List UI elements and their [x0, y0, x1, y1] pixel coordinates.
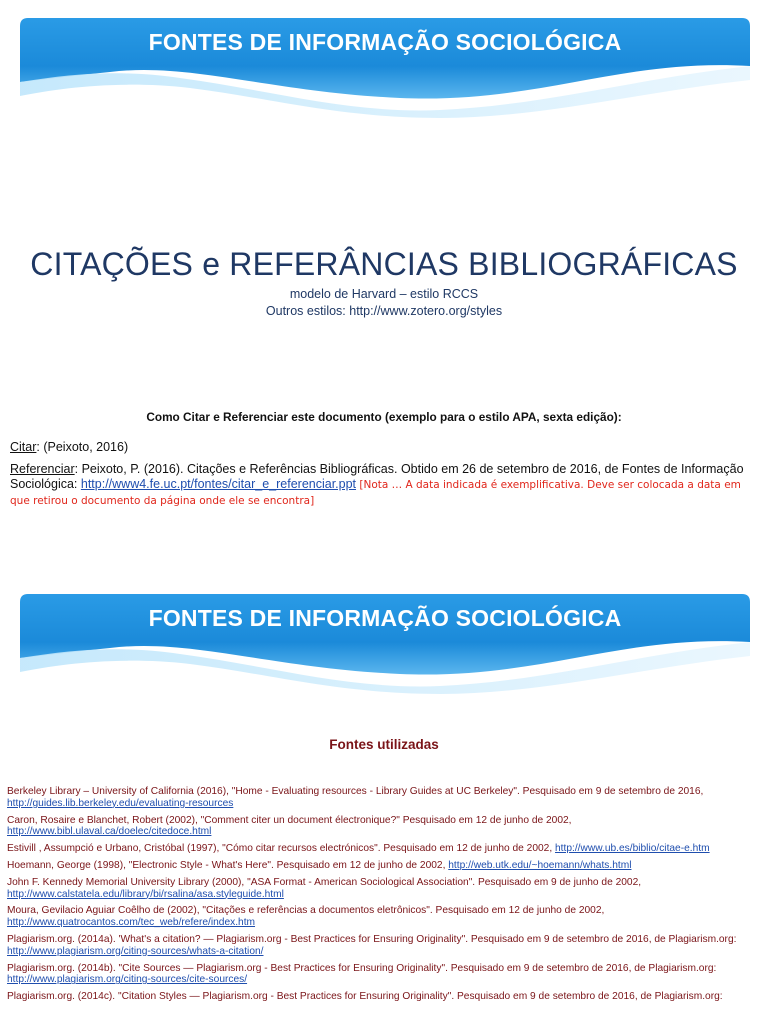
- reference-text: Plagiarism.org. (2014c). "Citation Styles — Plagiarism.org - Best Practices for Ensuring Originality". Pesquisado em 9 de setembro de 2016, de Plagiarism.org:: [7, 991, 723, 1003]
- reference-item: [7, 843, 761, 855]
- reference-link[interactable]: http://www.plagiarism.org/citing-sources/cite-sources/: [7, 974, 248, 986]
- reference-link[interactable]: http://www.quatrocantos.com/tec_web/refere/index.htm: [7, 917, 256, 929]
- date-note: [Nota … A data indicada é exemplificativa. Deve ser colocada a data em que retirou o documento da página onde ele se encontra]: [10, 479, 741, 507]
- reference-item: [7, 991, 761, 1003]
- referenciar-text: : Peixoto, P. (2016). Citações e Referências Bibliográficas. Obtido em 26 de setembro de 2016, de Fontes de Informação Sociológica:: [10, 462, 744, 491]
- reference-list: [7, 786, 761, 1008]
- reference-item: [7, 877, 761, 901]
- header-banner-2: [20, 594, 750, 694]
- reference-text: Plagiarism.org. (2014a). 'What's a citation? — Plagiarism.org - Best Practices for Ensuring Originality". Pesquisado em 9 de setembro de 2016, de Plagiarism.org:: [7, 933, 737, 945]
- reference-text: Moura, Gevilacio Aguiar Coêlho de (2002), "Citações e referências a documentos eletrônicos". Pesquisado em 12 de junho de 2002,: [7, 905, 605, 917]
- reference-item: [7, 905, 761, 929]
- banner-title: FONTES DE INFORMAÇÃO SOCIOLÓGICA: [148, 29, 622, 55]
- reference-item: [7, 815, 761, 839]
- how-to-cite-heading: Como Citar e Referenciar este documento (exemplo para o estilo APA, sexta edição):: [146, 410, 622, 424]
- reference-link[interactable]: http://guides.lib.berkeley.edu/evaluating-resources: [7, 797, 234, 809]
- page-title: CITAÇÕES e REFERÂNCIAS BIBLIOGRÁFICAS: [30, 246, 738, 282]
- reference-text: Berkeley Library – University of California (2016), "Home - Evaluating resources - Library Guides at UC Berkeley". Pesquisado em 9 de setembro de 2016,: [7, 786, 704, 797]
- reference-item: [7, 934, 761, 958]
- reference-link[interactable]: http://www.ub.es/biblio/citae-e.htm: [555, 843, 710, 855]
- citar-text: : (Peixoto, 2016): [36, 440, 129, 454]
- banner-title: FONTES DE INFORMAÇÃO SOCIOLÓGICA: [148, 605, 622, 631]
- referenciar-label: Referenciar: [10, 462, 75, 476]
- sources-heading: Fontes utilizadas: [329, 737, 439, 752]
- citar-line: [10, 440, 758, 455]
- header-banner: [20, 18, 750, 118]
- reference-text: John F. Kennedy Memorial University Library (2000), "ASA Format - American Sociological Association". Pesquisado em 9 de junho de 2002,: [7, 876, 642, 888]
- reference-text: Estivill , Assumpció e Urbano, Cristóbal (1997), "Cómo citar recursos electrónicos". Pesquisado em 12 de junho de 2002,: [7, 843, 556, 855]
- reference-link[interactable]: http://www.plagiarism.org/citing-sources/whats-a-citation/: [7, 945, 264, 957]
- reference-text: Plagiarism.org. (2014b). "Cite Sources — Plagiarism.org - Best Practices for Ensuring Originality". Pesquisado em 9 de setembro de 2016, de Plagiarism.org:: [7, 962, 717, 974]
- referenciar-block: [10, 462, 758, 509]
- reference-link[interactable]: http://www.calstatela.edu/library/bi/rsalina/asa.styleguide.html: [7, 888, 284, 900]
- reference-link[interactable]: http://web.utk.edu/~hoemann/whats.html: [448, 859, 632, 871]
- reference-item: [7, 860, 761, 872]
- reference-text: Caron, Rosaire e Blanchet, Robert (2002), "Comment citer un document électronique?" Pesquisado em 12 de junho de 2002,: [7, 814, 572, 826]
- reference-item: [7, 963, 761, 987]
- reference-item: [7, 786, 761, 810]
- subtitle-other-styles: Outros estilos: http://www.zotero.org/styles: [265, 304, 503, 318]
- reference-text: Hoemann, George (1998), "Electronic Style - What's Here". Pesquisado em 12 de junho de 2002,: [7, 859, 449, 871]
- reference-link[interactable]: http://www.bibl.ulaval.ca/doelec/citedoce.html: [7, 826, 212, 838]
- subtitle-model: modelo de Harvard – estilo RCCS: [289, 287, 479, 301]
- citar-label: Citar: [10, 440, 37, 454]
- referenciar-link[interactable]: http://www4.fe.uc.pt/fontes/citar_e_referenciar.ppt: [80, 477, 357, 491]
